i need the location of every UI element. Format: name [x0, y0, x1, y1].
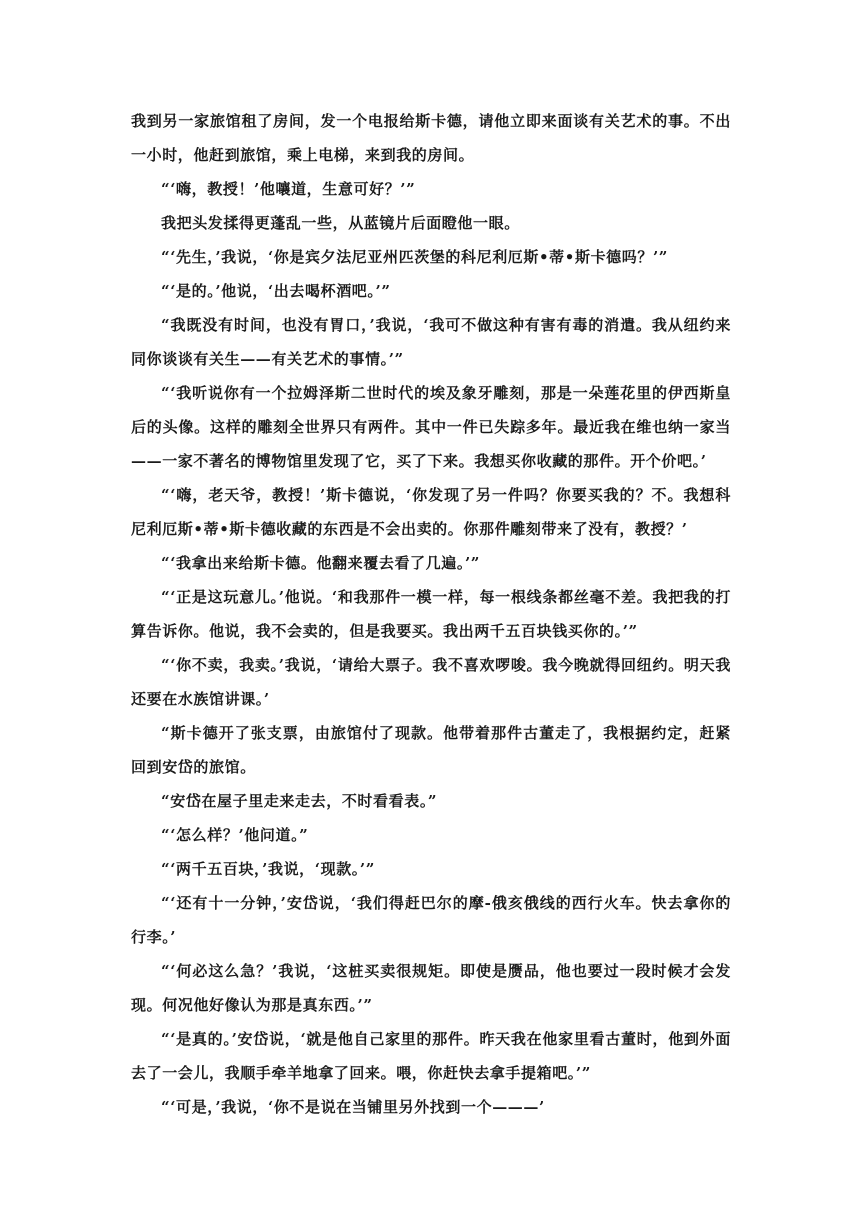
- paragraph-14: “‘怎么样？’他问道。”: [161, 826, 309, 844]
- paragraph-10: “‘正是这玩意儿。’他说。‘和我那件一模一样，每一根线条都丝毫不差。我把我的打算告诉你。他说，我不会卖的，但是我要买。我出两千五百块钱买你的。’”: [131, 588, 731, 640]
- paragraph-12: “斯卡德开了张支票，由旅馆付了现款。他带着那件古董走了，我根据约定，赶紧回到安岱的旅馆。: [131, 724, 731, 776]
- paragraph-18: “‘是真的。’安岱说，‘就是他自己家里的那件。昨天我在他家里看古董时，他到外面去了一会儿，我顺手牵羊地拿了回来。喂，你赶快去拿手提箱吧。’”: [131, 1030, 731, 1082]
- paragraph-2: “‘嗨，教授！’他嚷道，生意可好？’”: [161, 180, 416, 198]
- paragraph-7: “‘我听说你有一个拉姆泽斯二世时代的埃及象牙雕刻，那是一朵莲花里的伊西斯皇后的头像。这样的雕刻全世界只有两件。其中一件已失踪多年。最近我在维也纳一家当——一家不著名的博物馆里发现了它，买了下来。我想买你收藏的那件。开个价吧。’: [131, 384, 731, 470]
- paragraph-6: “我既没有时间，也没有胃口，’我说，‘我可不做这种有害有毒的消遣。我从纽约来同你谈谈有关生——有关艺术的事情。’”: [131, 316, 731, 368]
- paragraph-19: “‘可是，’我说，‘你不是说在当铺里另外找到一个———’: [161, 1098, 545, 1116]
- paragraph-9: “‘我拿出来给斯卡德。他翻来覆去看了几遍。’”: [161, 554, 481, 572]
- paragraph-17: “‘何必这么急？’我说，‘这桩买卖很规矩。即使是赝品，他也要过一段时候才会发现。何况他好像认为那是真东西。’”: [131, 962, 731, 1014]
- paragraph-15: “‘两千五百块，’我说，‘现款。’”: [161, 860, 375, 878]
- paragraph-5: “‘是的。’他说，‘出去喝杯酒吧。’”: [161, 282, 391, 300]
- paragraph-3: 我把头发揉得更蓬乱一些，从蓝镜片后面瞪他一眼。: [161, 214, 520, 232]
- paragraph-11: “‘你不卖，我卖。’我说，‘请给大票子。我不喜欢啰唆。我今晚就得回纽约。明天我还要在水族馆讲课。’: [131, 656, 731, 708]
- paragraph-1: 我到另一家旅馆租了房间，发一个电报给斯卡德，请他立即来面谈有关艺术的事。不出一小时，他赶到旅馆，乘上电梯，来到我的房间。: [131, 112, 731, 164]
- paragraph-4: “‘先生，’我说，‘你是宾夕法尼亚州匹茨堡的科尼利厄斯•蒂•斯卡德吗？’”: [161, 248, 669, 266]
- paragraph-8: “‘嗨，老天爷，教授！’斯卡德说，‘你发现了另一件吗？你要买我的？不。我想科尼利厄斯•蒂•斯卡德收藏的东西是不会出卖的。你那件雕刻带来了没有，教授？’: [131, 486, 731, 538]
- paragraph-16: “‘还有十一分钟，’安岱说，‘我们得赶巴尔的摩-俄亥俄线的西行火车。快去拿你的行李。’: [131, 894, 731, 946]
- paragraph-13: “安岱在屋子里走来走去，不时看看表。”: [161, 792, 438, 810]
